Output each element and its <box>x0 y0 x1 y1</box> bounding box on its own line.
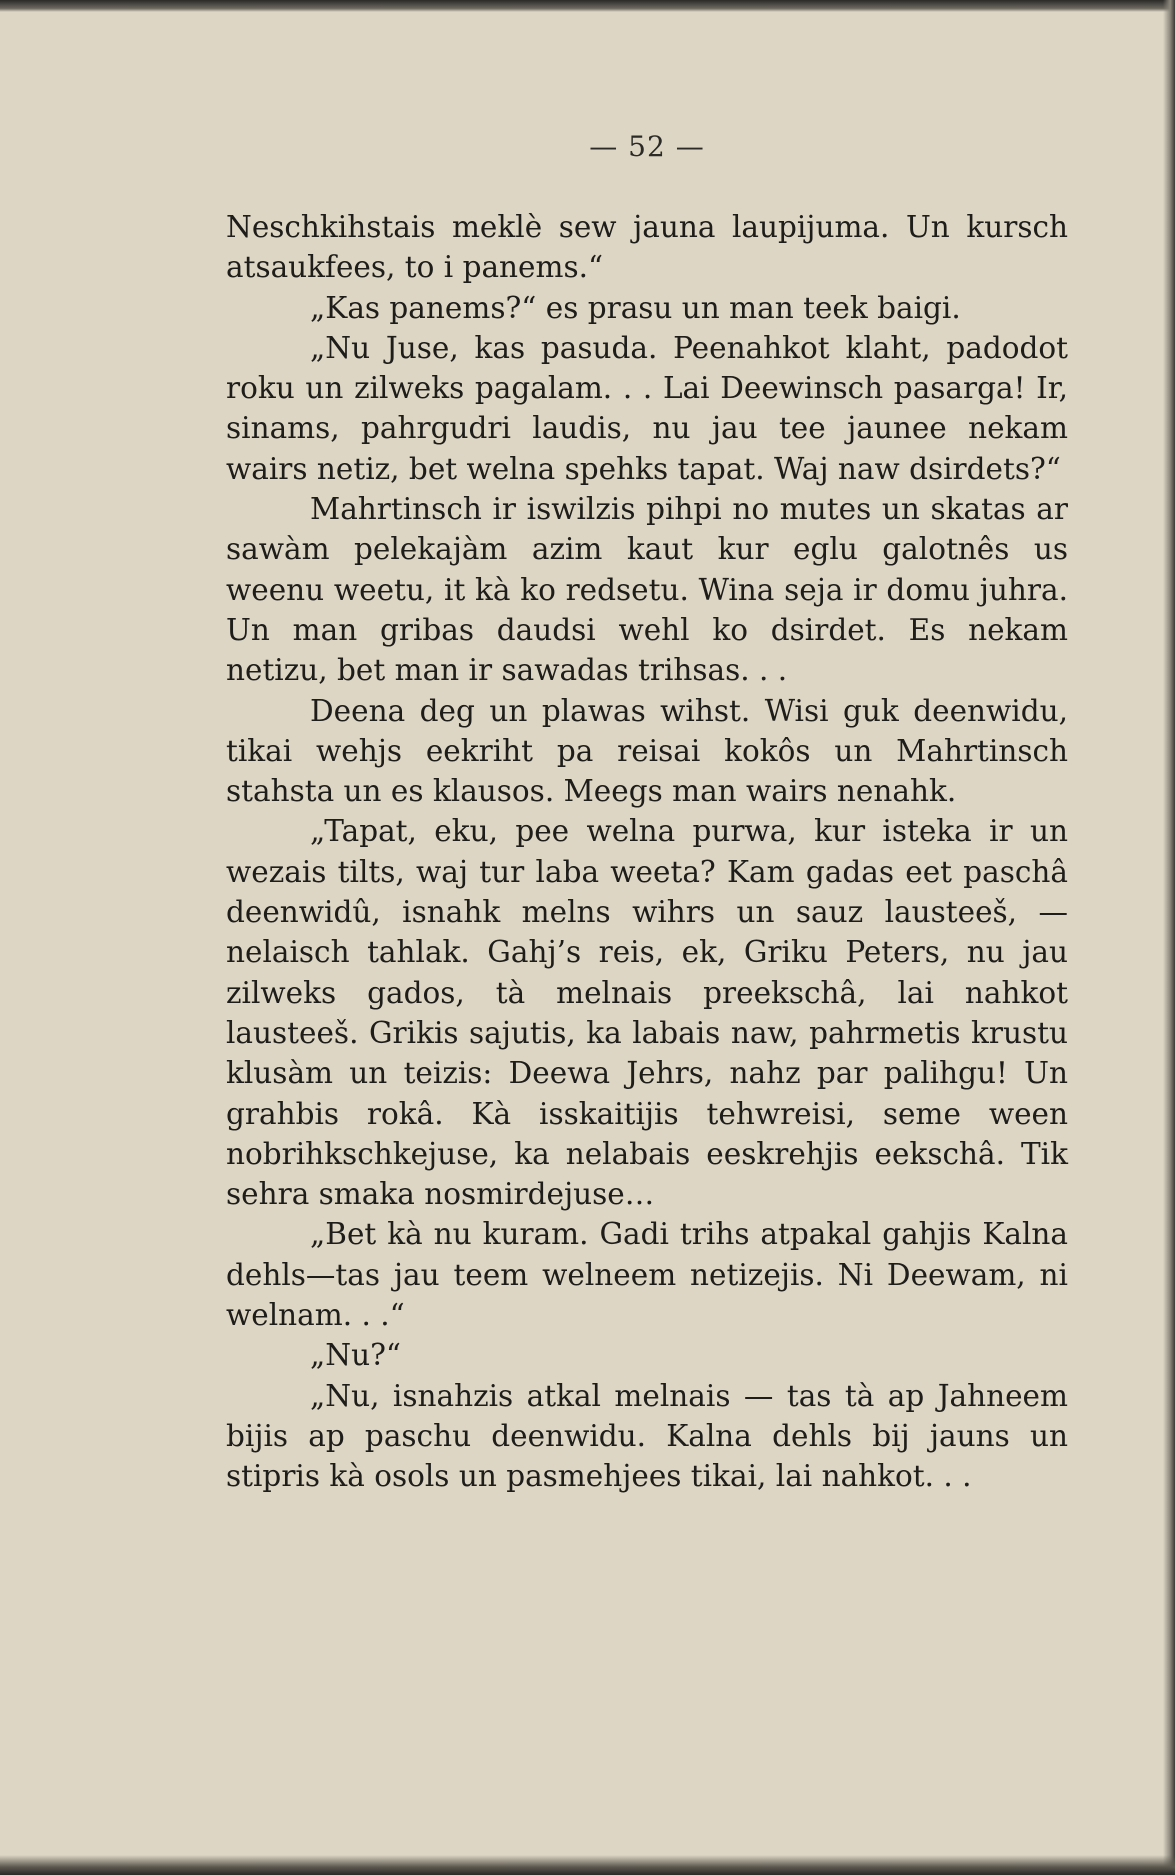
paragraph-8: „Nu?“ <box>310 1338 401 1373</box>
paragraph-7: „Bet kà nu kuram. Gadi trihs atpakal gahjis Kalna dehls—tas jau teem welneem netizejis. Ni Deewam, ni welnam. . .“ <box>226 1217 1068 1333</box>
paragraph-4: Mahrtinsch ir iswilzis pihpi no mutes un skatas ar sawàm pelekajàm azim kaut kur eglu galotnês us weenu weetu, it kà ko redsetu. Wina seja ir domu juhra. Un man gribas daudsi wehl ko dsirdet. Es nekam netizu, bet man ir sawadas trihsas. . . <box>226 492 1068 688</box>
paragraph-2: „Kas panems?“ es prasu un man teek baigi. <box>310 290 961 325</box>
paragraph-3: „Nu Juse, kas pasuda. Peenahkot klaht, padodot roku un zilweks pagalam. . . Lai Deewinsch pasarga! Ir, sinams, pahrgudri laudis, nu jau tee jaunee nekam wairs netiz, bet welna spehks tapat. Waj naw dsirdets?“ <box>226 330 1068 486</box>
paragraph-1: Neschkihstais meklè sew jauna laupijuma. Un kursch atsaukfees, to i panems.“ <box>226 210 1068 285</box>
paragraph-5: Deena deg un plawas wihst. Wisi guk deenwidu, tikai wehjs eekriht pa reisai kokôs un Mahrtinsch stahsta un es klausos. Meegs man wairs nenahk. <box>226 693 1068 809</box>
page-top-edge-shadow <box>0 0 1175 12</box>
page-number: — 52 — <box>589 130 705 163</box>
paragraph-9: „Nu, isnahzis atkal melnais — tas tà ap Jahneem bijis ap paschu deenwidu. Kalna dehls bij jauns un stipris kà osols un pasmehjees tikai, lai nahkot. . . <box>226 1378 1068 1494</box>
book-page <box>226 130 1068 1497</box>
paragraph-6: „Tapat, eku, pee welna purwa, kur isteka ir un wezais tilts, waj tur laba weeta? Kam gadas eet paschâ deenwidû, isnahk melns wihrs un sauz lausteeš, — nelaisch tahlak. Gahj’s reis, ek, Griku Peters, nu jau zilweks gados, tà melnais preekschâ, lai nahkot lausteeš. Grikis sajutis, ka labais naw, pahrmetis krustu klusàm un teizis: Deewa Jehrs, nahz par palihgu! Un grahbis rokâ. Kà isskaitijis tehwreisi, seme ween nobrihkschkejuse, ka nelabais eeskrehjis eekschâ. Tik sehra smaka nosmirdejuse… <box>226 814 1068 1212</box>
page-right-edge-shadow <box>1163 0 1175 1875</box>
page-bottom-edge-shadow <box>0 1855 1175 1875</box>
